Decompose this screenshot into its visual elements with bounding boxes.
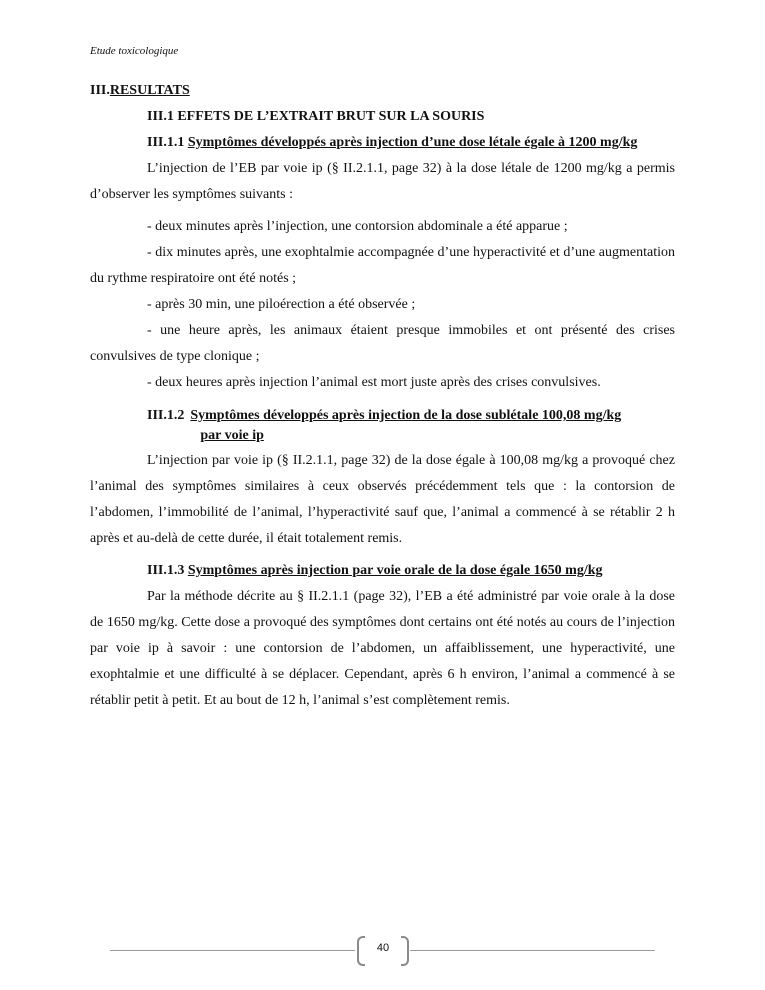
footer-rule-left [110,950,355,951]
left-bracket-icon [357,936,365,966]
symptom-item: - deux minutes après l’injection, une contorsion abdominale a été apparue ; [147,219,568,234]
running-header: Etude toxicologique [90,45,179,57]
heading-3-1-3 [90,558,675,584]
section-title-text: RESULTATS [109,83,190,98]
footer-rule-right [410,950,655,951]
heading-3-1-2 [147,406,675,446]
paragraph-3-1-3: Par la méthode décrite au § II.2.1.1 (page 32), l’EB a été administré par voie orale à la dose de 1650 mg/kg. Cette dose a provoqué des symptômes dont certains ont été notés au cours de l’injection par voie ip à savoir : une contorsion de l’abdomen, un affaiblissement, une hyperactivité, une exophtalmie et une difficulté à se déplacer. Cependant, après 6 h environ, l’animal a commencé à se rétablir petit à petit. Et au bout de 12 h, l’animal s’est complètement remis. [90,589,675,708]
heading-3-1-2-title-line2: par voie ip [200,428,264,443]
page-number: 40 [376,942,390,954]
paragraph-3-1-1-intro: L’injection de l’EB par voie ip (§ II.2.1.1, page 32) à la dose létale de 1200 mg/kg a permis d’observer les symptômes suivants : [90,161,675,202]
heading-3-1-2-title [190,406,675,446]
heading-3-1-2-title-line1: Symptômes développés après injection de la dose sublétale 100,08 mg/kg [190,408,622,423]
subsection-title: III.1 EFFETS DE L’EXTRAIT BRUT SUR LA SOURIS [147,109,485,124]
page-body [90,78,675,714]
heading-3-1-1-number: III.1.1 [147,135,185,150]
symptom-item: - dix minutes après, une exophtalmie accompagnée d’une hyperactivité et d’une augmentation du rythme respiratoire ont été notés ; [90,245,675,286]
section-number: III. [90,83,110,98]
section-title [90,78,675,104]
paragraph-3-1-2: L’injection par voie ip (§ II.2.1.1, page 32) de la dose égale à 100,08 mg/kg a provoqué chez l’animal des symptômes similaires à ceux observés précédemment tels que : la contorsion de l’abdomen, l’immobilité de l’animal, l’hyperactivité sauf que, l’animal a commencé à se rétablir 2 h après et au-delà de cette durée, il était totalement remis. [90,453,675,546]
heading-3-1-1 [90,130,675,156]
symptom-item: - après 30 min, une piloérection a été observée ; [147,297,416,312]
right-bracket-icon [401,936,409,966]
heading-3-1-3-number: III.1.3 [147,563,185,578]
symptom-item: - deux heures après injection l’animal est mort juste après des crises convulsives. [147,375,601,390]
heading-3-1-1-title: Symptômes développés après injection d’une dose létale égale à 1200 mg/kg [187,135,638,150]
page-footer [110,934,655,966]
heading-3-1-2-number: III.1.2 [147,408,185,423]
symptom-item: - une heure après, les animaux étaient presque immobiles et ont présenté des crises convulsives de type clonique ; [90,323,675,364]
heading-3-1-3-title: Symptômes après injection par voie orale de la dose égale 1650 mg/kg [187,563,603,578]
